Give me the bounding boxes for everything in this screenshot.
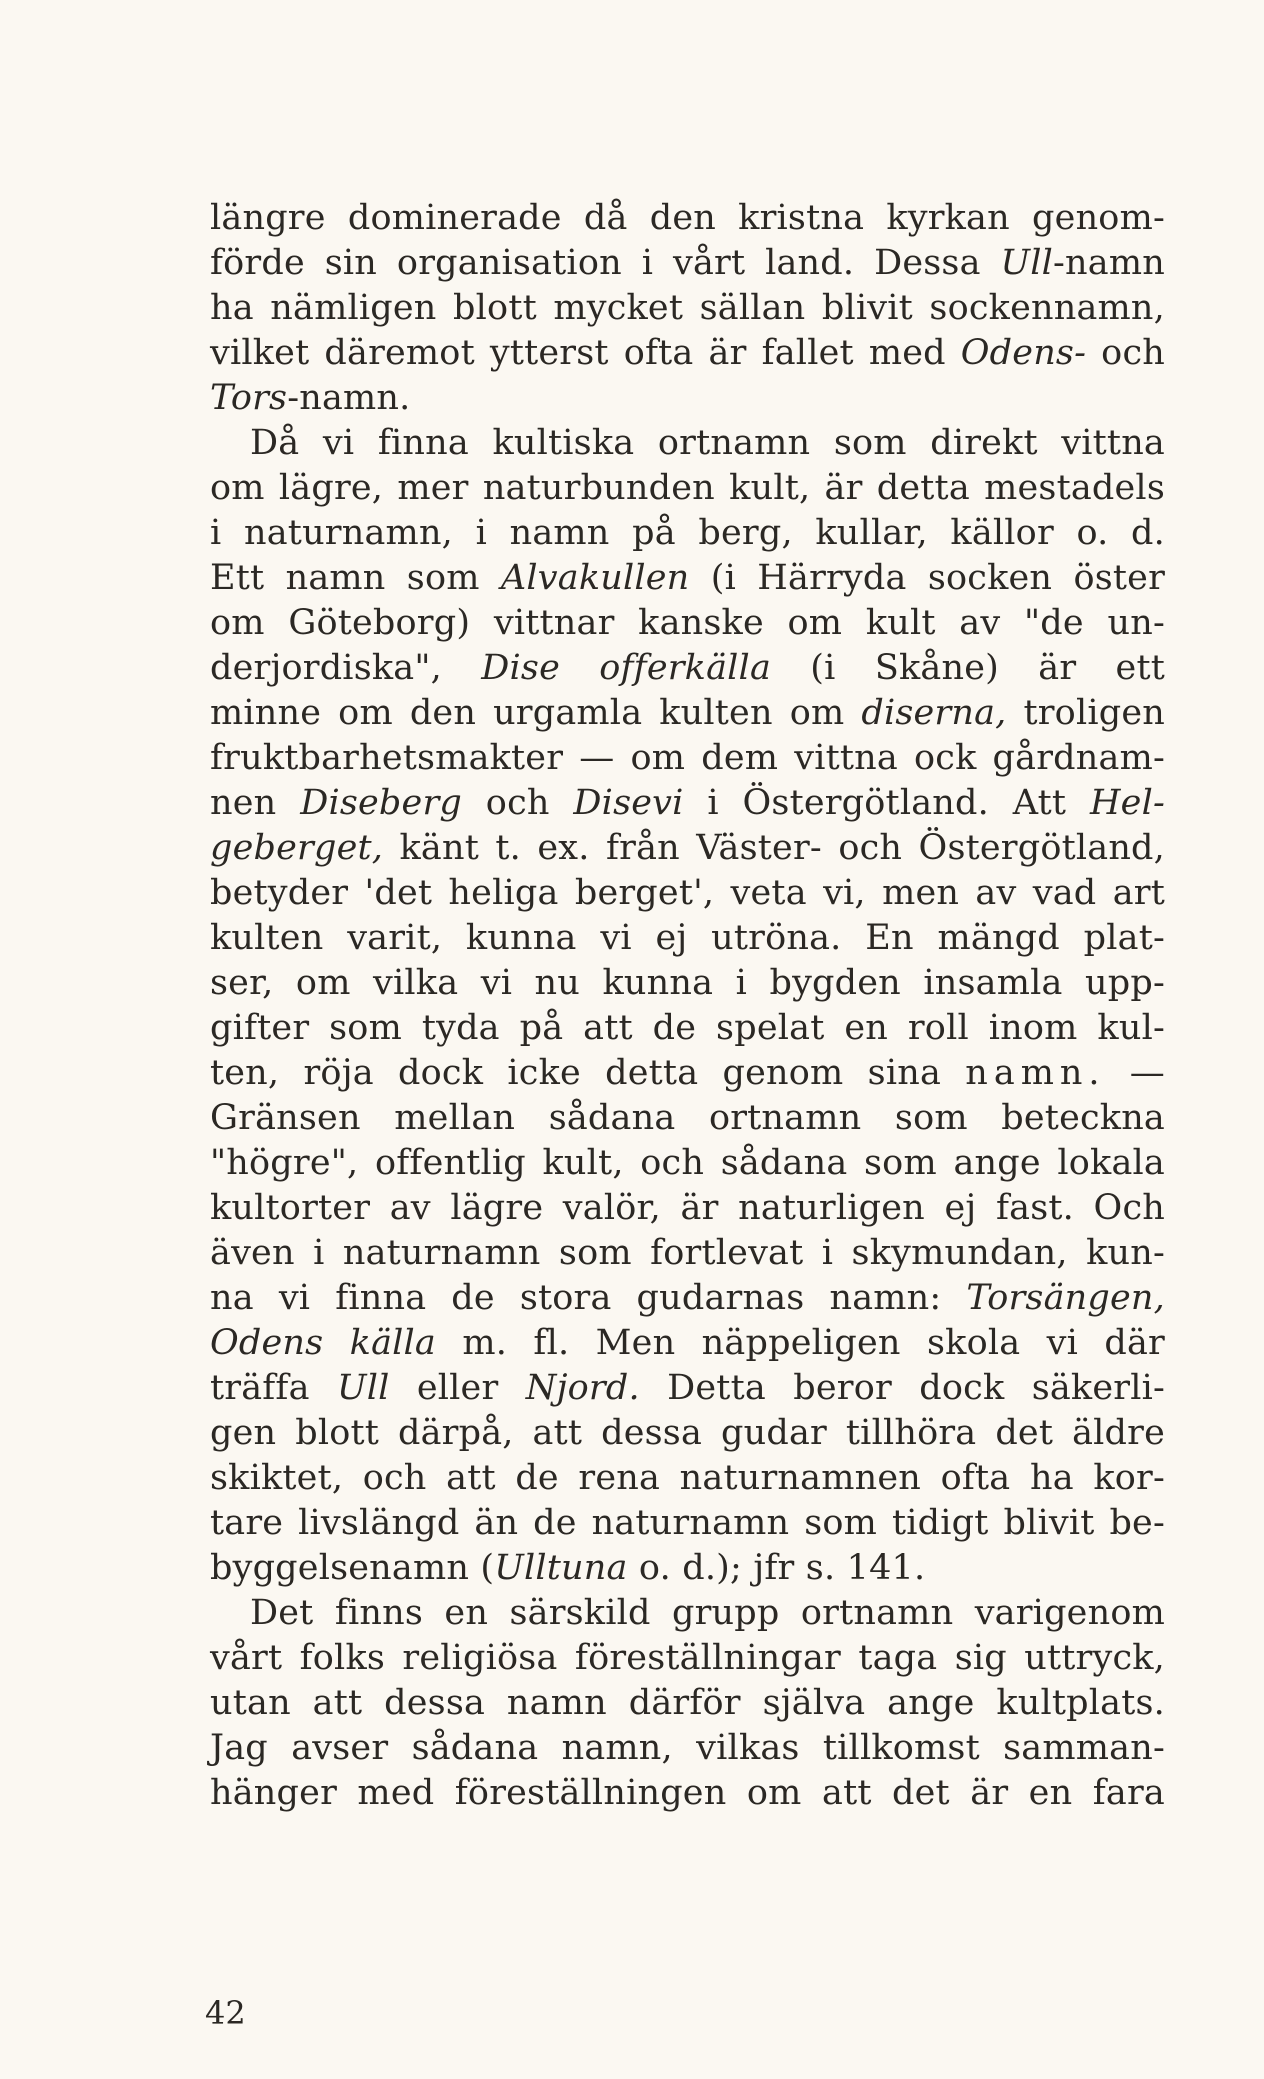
text-span: byggelsenamn (	[210, 1548, 495, 1588]
text-line	[210, 1366, 1165, 1410]
text-span: fruktbarhetsmakter — om dem vittna ock gårdnam-	[210, 738, 1165, 778]
italic-term: Diseberg	[300, 783, 462, 823]
text-span: -namn	[1053, 243, 1165, 283]
text-line	[210, 1276, 1165, 1320]
text-span: träffa	[210, 1368, 337, 1408]
text-span: tare livslängd än de naturnamn som tidigt blivit be-	[210, 1503, 1165, 1543]
italic-term: Hel-	[1089, 783, 1166, 823]
text-span: gifter som tyda på att de spelat en roll inom kul-	[210, 1008, 1165, 1048]
text-span: nen	[210, 783, 301, 823]
text-line	[210, 1501, 1165, 1545]
text-span: betyder 'det heliga berget', veta vi, men av vad art	[210, 873, 1165, 913]
text-span: ser, om vilka vi nu kunna i bygden insamla upp-	[210, 963, 1165, 1003]
text-line	[210, 646, 1165, 690]
text-line	[210, 376, 1165, 420]
text-line	[210, 826, 1165, 870]
text-line	[210, 1681, 1165, 1725]
page-number: 42	[205, 1994, 246, 2032]
text-span: om lägre, mer naturbunden kult, är detta mestadels	[210, 468, 1165, 508]
text-span: na vi finna de stora gudarnas namn:	[210, 1278, 967, 1318]
text-line	[210, 511, 1165, 555]
text-line	[210, 1771, 1165, 1815]
italic-term: diserna,	[861, 693, 1007, 733]
italic-term: Torsängen,	[966, 1278, 1165, 1318]
text-span: -namn.	[287, 378, 411, 418]
text-span: även i naturnamn som fortlevat i skymundan, kun-	[210, 1233, 1165, 1273]
text-line	[210, 466, 1165, 510]
text-line-paragraph-start	[250, 421, 1165, 465]
text-span: i naturnamn, i namn på berg, kullar, källor o. d.	[210, 513, 1165, 553]
text-line	[210, 286, 1165, 330]
italic-term: Ull	[337, 1368, 390, 1408]
text-line	[210, 1051, 1165, 1095]
text-line	[210, 331, 1165, 375]
italic-term: Disevi	[573, 783, 684, 823]
text-span: Ett namn som	[210, 558, 501, 598]
italic-term: Odens källa	[210, 1323, 436, 1363]
italic-term: Njord.	[525, 1368, 640, 1408]
text-span: vilket däremot ytterst ofta är fallet med	[210, 333, 961, 373]
text-span: (i Härryda socken öster	[689, 558, 1165, 598]
text-span: gen blott därpå, att dessa gudar tillhöra det äldre	[210, 1413, 1165, 1453]
text-span: i Östergötland. Att	[683, 783, 1090, 823]
text-span: Då vi finna kultiska ortnamn som direkt vittna	[250, 423, 1165, 463]
text-span: ten, röja dock icke detta genom sina	[210, 1053, 966, 1093]
text-span: o. d.); jfr s. 141.	[627, 1548, 926, 1588]
text-line	[210, 1141, 1165, 1185]
spaced-term: namn.	[965, 1053, 1106, 1093]
text-line	[210, 601, 1165, 645]
text-line	[210, 781, 1165, 825]
text-span: minne om den urgamla kulten om	[210, 693, 862, 733]
text-line	[210, 556, 1165, 600]
text-span: och	[1086, 333, 1165, 373]
text-span: "högre", offentlig kult, och sådana som ange lokala	[210, 1143, 1165, 1183]
italic-term: Ull	[1000, 243, 1054, 283]
text-span: Det finns en särskild grupp ortnamn varigenom	[250, 1593, 1165, 1633]
text-span: Detta beror dock säkerli-	[639, 1368, 1166, 1408]
text-line	[210, 1546, 1165, 1590]
text-span: vårt folks religiösa föreställningar taga sig uttryck,	[210, 1638, 1165, 1678]
text-line	[210, 691, 1165, 735]
italic-term: Alvakullen	[500, 558, 690, 598]
text-line-paragraph-start	[250, 1591, 1165, 1635]
italic-term: Dise offerkälla	[481, 648, 772, 688]
text-span: skiktet, och att de rena naturnamnen ofta ha kor-	[210, 1458, 1165, 1498]
text-line	[210, 1186, 1165, 1230]
text-span: Gränsen mellan sådana ortnamn som beteckna	[210, 1098, 1165, 1138]
text-span: kultorter av lägre valör, är naturligen ej fast. Och	[210, 1188, 1165, 1228]
text-span: troligen	[1006, 693, 1166, 733]
text-line	[210, 871, 1165, 915]
text-span: eller	[389, 1368, 526, 1408]
text-line	[210, 1096, 1165, 1140]
italic-term: Tors	[210, 378, 288, 418]
italic-term: Ulltuna	[494, 1548, 628, 1588]
text-line	[210, 1456, 1165, 1500]
text-span: utan att dessa namn därför själva ange kultplats.	[210, 1683, 1165, 1723]
text-span: m. fl. Men näppeligen skola vi där	[436, 1323, 1165, 1363]
text-span: längre dominerade då den kristna kyrkan genom-	[210, 198, 1165, 238]
text-line	[210, 1231, 1165, 1275]
italic-term: geberget,	[210, 828, 384, 868]
text-span: förde sin organisation i vårt land. Dessa	[210, 243, 1001, 283]
text-span: om Göteborg) vittnar kanske om kult av "de un-	[210, 603, 1165, 643]
text-line	[210, 961, 1165, 1005]
text-span: derjordiska",	[210, 648, 482, 688]
text-span: (i Skåne) är ett	[771, 648, 1165, 688]
text-line	[210, 916, 1165, 960]
text-line	[210, 1006, 1165, 1050]
text-line	[210, 196, 1165, 240]
text-line	[210, 736, 1165, 780]
italic-term: Odens-	[960, 333, 1087, 373]
text-line	[210, 1726, 1165, 1770]
text-span: ha nämligen blott mycket sällan blivit sockennamn,	[210, 288, 1165, 328]
text-line	[210, 1321, 1165, 1365]
text-span: och	[462, 783, 574, 823]
text-line	[210, 1636, 1165, 1680]
text-line	[210, 1411, 1165, 1455]
text-span: —	[1105, 1053, 1165, 1093]
text-span: känt t. ex. från Väster- och Östergötland,	[383, 828, 1165, 868]
text-span: kulten varit, kunna vi ej utröna. En mängd plat-	[210, 918, 1165, 958]
text-line	[210, 241, 1165, 285]
text-span: Jag avser sådana namn, vilkas tillkomst samman-	[210, 1728, 1165, 1768]
text-span: hänger med föreställningen om att det är en fara	[210, 1773, 1165, 1813]
